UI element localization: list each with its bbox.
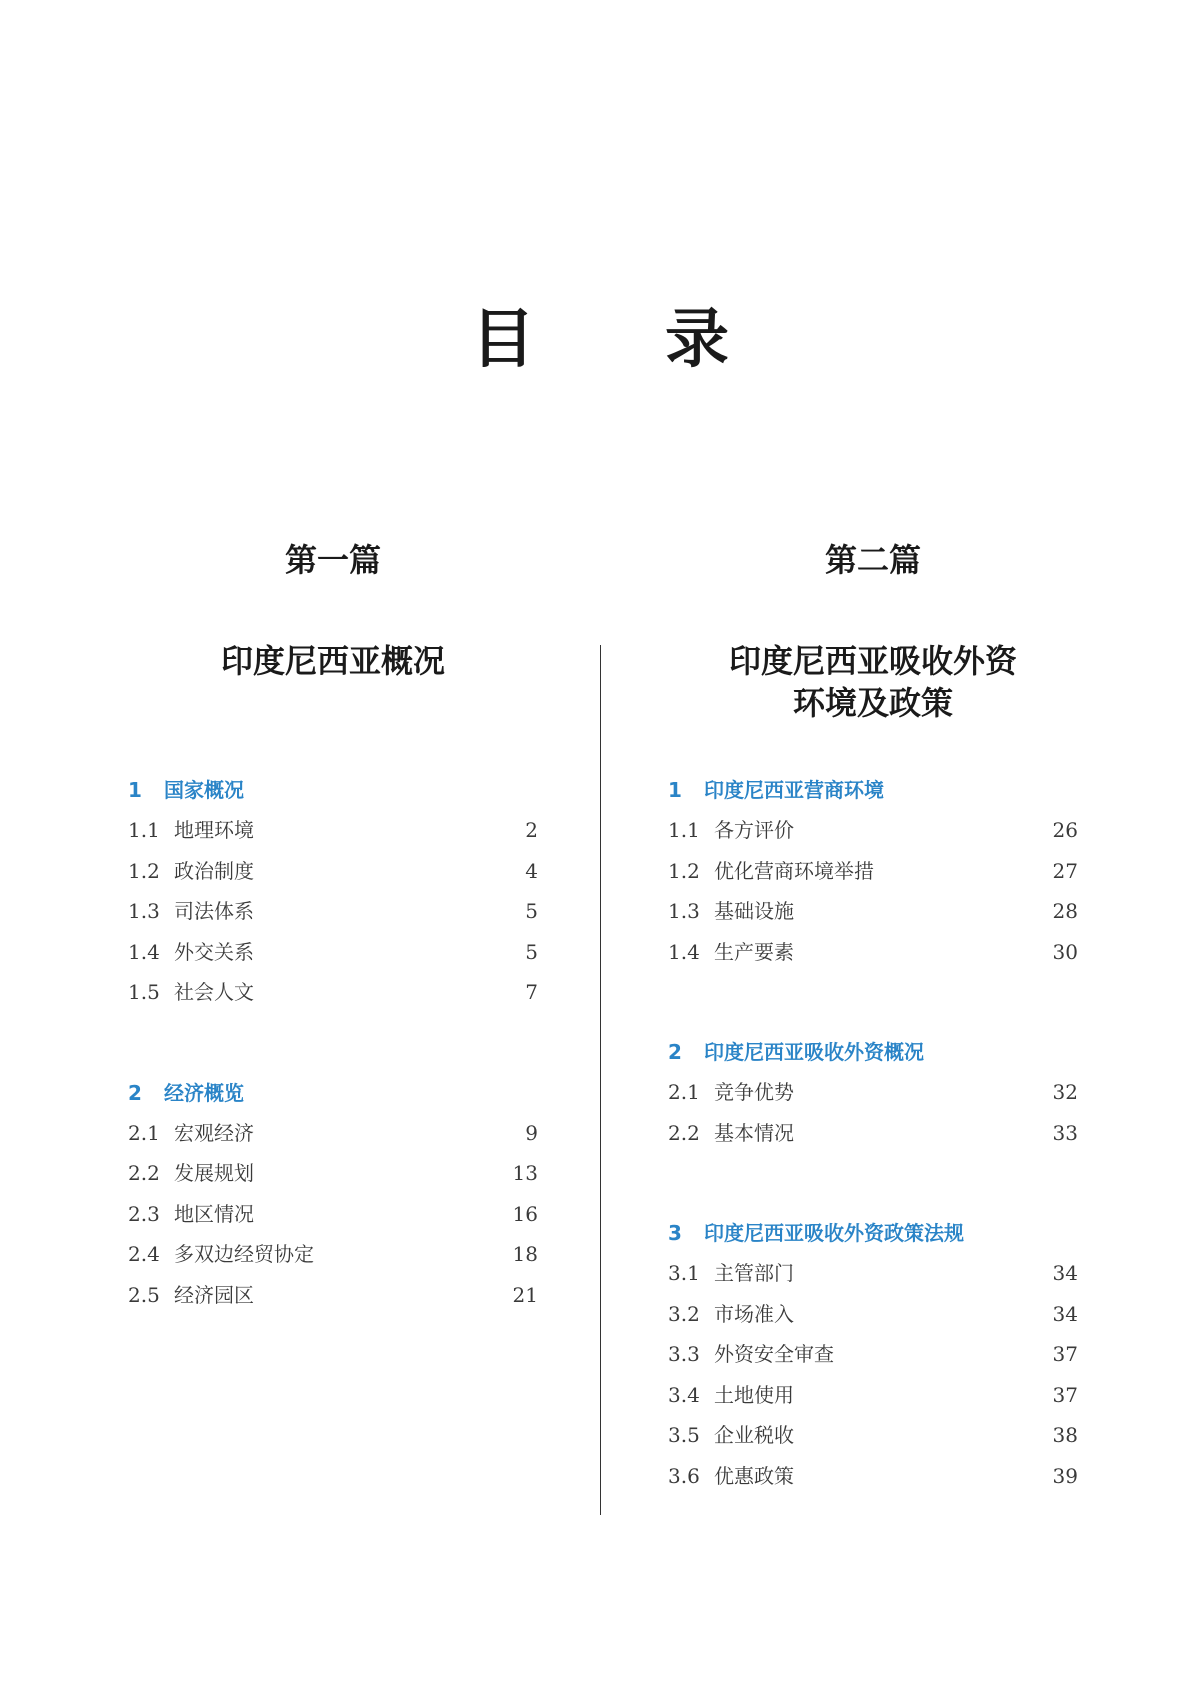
entry-page: 26 <box>1052 818 1078 842</box>
entry-page: 38 <box>1052 1423 1078 1447</box>
entry-title: 企业税收 <box>714 1423 794 1447</box>
section-heading[interactable] <box>128 770 538 810</box>
entry-number: 3.2 <box>668 1301 700 1326</box>
toc-entry[interactable] <box>128 810 538 851</box>
toc-entry[interactable] <box>668 1113 1078 1154</box>
entry-title: 优惠政策 <box>714 1463 794 1488</box>
entry-title: 发展规划 <box>174 1161 254 1185</box>
part-title-line: 印度尼西亚概况 <box>220 642 445 680</box>
toc-entry[interactable] <box>668 1072 1078 1113</box>
entry-number: 1.4 <box>668 939 700 964</box>
section-heading[interactable] <box>668 1213 1078 1253</box>
entry-number: 2.5 <box>128 1282 160 1307</box>
toc-section <box>128 1073 538 1316</box>
entry-number: 1.3 <box>668 899 700 923</box>
entry-title: 基础设施 <box>714 899 794 923</box>
part-label: 第一篇 <box>284 541 381 579</box>
entry-number: 3.6 <box>668 1463 700 1488</box>
entry-page: 5 <box>525 899 538 923</box>
entry-title: 宏观经济 <box>174 1120 254 1145</box>
toc-section <box>668 770 1078 972</box>
entry-number: 2.1 <box>668 1080 700 1104</box>
entry-title: 司法体系 <box>174 899 254 923</box>
toc-entry[interactable] <box>668 1456 1078 1497</box>
toc-entry[interactable] <box>668 1294 1078 1335</box>
entry-page: 30 <box>1052 939 1078 964</box>
entry-number: 3.3 <box>668 1342 700 1366</box>
entry-title: 政治制度 <box>174 858 254 883</box>
entry-page: 28 <box>1052 899 1078 923</box>
entry-number: 2.3 <box>128 1201 160 1226</box>
entry-page: 39 <box>1052 1463 1078 1488</box>
toc-entry[interactable] <box>128 1194 538 1235</box>
entry-page: 2 <box>525 818 538 842</box>
entry-number: 3.4 <box>668 1382 700 1407</box>
toc-entry[interactable] <box>668 1415 1078 1456</box>
entry-title: 土地使用 <box>714 1382 794 1407</box>
entry-page: 37 <box>1052 1342 1078 1366</box>
section-title: 印度尼西亚吸收外资概况 <box>704 1040 924 1064</box>
section-heading[interactable] <box>668 770 1078 810</box>
part-two-column <box>668 540 1078 1488</box>
toc-sections <box>128 770 538 1375</box>
entry-page: 7 <box>525 980 538 1004</box>
section-number: 1 <box>128 778 142 802</box>
entry-number: 3.1 <box>668 1261 700 1285</box>
part-label: 第二篇 <box>824 541 921 579</box>
entry-number: 1.2 <box>668 858 700 883</box>
entry-page: 9 <box>525 1120 538 1145</box>
section-title: 经济概览 <box>164 1080 244 1105</box>
entry-number: 1.3 <box>128 899 160 923</box>
entry-page: 21 <box>512 1282 538 1307</box>
section-number: 1 <box>668 778 682 802</box>
toc-entry[interactable] <box>668 1253 1078 1294</box>
entry-page: 13 <box>512 1161 538 1185</box>
entry-page: 5 <box>525 939 538 964</box>
part-one-column <box>128 540 538 1307</box>
entry-title: 多双边经贸协定 <box>174 1242 314 1266</box>
entry-title: 市场准入 <box>714 1301 794 1326</box>
part-title <box>668 640 1078 724</box>
entry-page: 37 <box>1052 1382 1078 1407</box>
toc-entry[interactable] <box>668 810 1078 851</box>
part-title-line: 环境及政策 <box>792 684 953 722</box>
entry-title: 生产要素 <box>714 939 794 964</box>
page-title: 目录 <box>471 302 859 377</box>
entry-title: 经济园区 <box>174 1282 254 1307</box>
entry-page: 34 <box>1052 1301 1078 1326</box>
toc-entry[interactable] <box>668 1334 1078 1375</box>
toc-entry[interactable] <box>668 851 1078 892</box>
entry-number: 2.2 <box>128 1161 160 1185</box>
entry-title: 地理环境 <box>174 818 254 842</box>
entry-number: 1.1 <box>128 818 160 842</box>
entry-page: 16 <box>512 1201 538 1226</box>
section-title: 国家概况 <box>164 778 244 802</box>
toc-entry[interactable] <box>128 1113 538 1154</box>
column-divider <box>600 645 601 1515</box>
toc-entry[interactable] <box>128 972 538 1013</box>
entry-number: 2.1 <box>128 1120 160 1145</box>
toc-section <box>668 1213 1078 1496</box>
toc-section <box>668 1032 1078 1153</box>
entry-title: 主管部门 <box>714 1261 794 1285</box>
entry-title: 各方评价 <box>714 818 794 842</box>
entry-title: 社会人文 <box>174 980 254 1004</box>
entry-number: 2.2 <box>668 1120 700 1145</box>
entry-number: 1.5 <box>128 980 160 1004</box>
section-heading[interactable] <box>668 1032 1078 1072</box>
section-number: 3 <box>668 1221 682 1245</box>
section-number: 2 <box>128 1080 142 1105</box>
section-title: 印度尼西亚吸收外资政策法规 <box>704 1221 964 1245</box>
toc-entry[interactable] <box>128 1153 538 1194</box>
entry-title: 优化营商环境举措 <box>714 858 874 883</box>
entry-title: 外交关系 <box>174 939 254 964</box>
toc-entry[interactable] <box>128 851 538 892</box>
section-number: 2 <box>668 1040 682 1064</box>
toc-sections <box>668 770 1078 1556</box>
entry-number: 1.4 <box>128 939 160 964</box>
entry-page: 32 <box>1052 1080 1078 1104</box>
entry-title: 基本情况 <box>714 1120 794 1145</box>
entry-title: 竞争优势 <box>714 1080 794 1104</box>
entry-page: 34 <box>1052 1261 1078 1285</box>
entry-page: 4 <box>525 858 538 883</box>
part-title-line: 印度尼西亚吸收外资 <box>728 642 1017 680</box>
entry-page: 33 <box>1052 1120 1078 1145</box>
toc-entry[interactable] <box>668 1375 1078 1416</box>
toc-section <box>128 770 538 1013</box>
entry-page: 18 <box>512 1242 538 1266</box>
section-heading[interactable] <box>128 1073 538 1113</box>
toc-entry[interactable] <box>128 891 538 932</box>
toc-entry[interactable] <box>128 1275 538 1316</box>
entry-title: 外资安全审查 <box>714 1342 834 1366</box>
entry-page: 27 <box>1052 858 1078 883</box>
toc-entry[interactable] <box>128 1234 538 1275</box>
toc-entry[interactable] <box>668 932 1078 973</box>
entry-number: 3.5 <box>668 1423 700 1447</box>
entry-title: 地区情况 <box>174 1201 254 1226</box>
entry-number: 1.1 <box>668 818 700 842</box>
toc-entry[interactable] <box>128 932 538 973</box>
toc-entry[interactable] <box>668 891 1078 932</box>
section-title: 印度尼西亚营商环境 <box>704 778 884 802</box>
entry-number: 2.4 <box>128 1242 160 1266</box>
part-title <box>128 640 538 682</box>
entry-number: 1.2 <box>128 858 160 883</box>
